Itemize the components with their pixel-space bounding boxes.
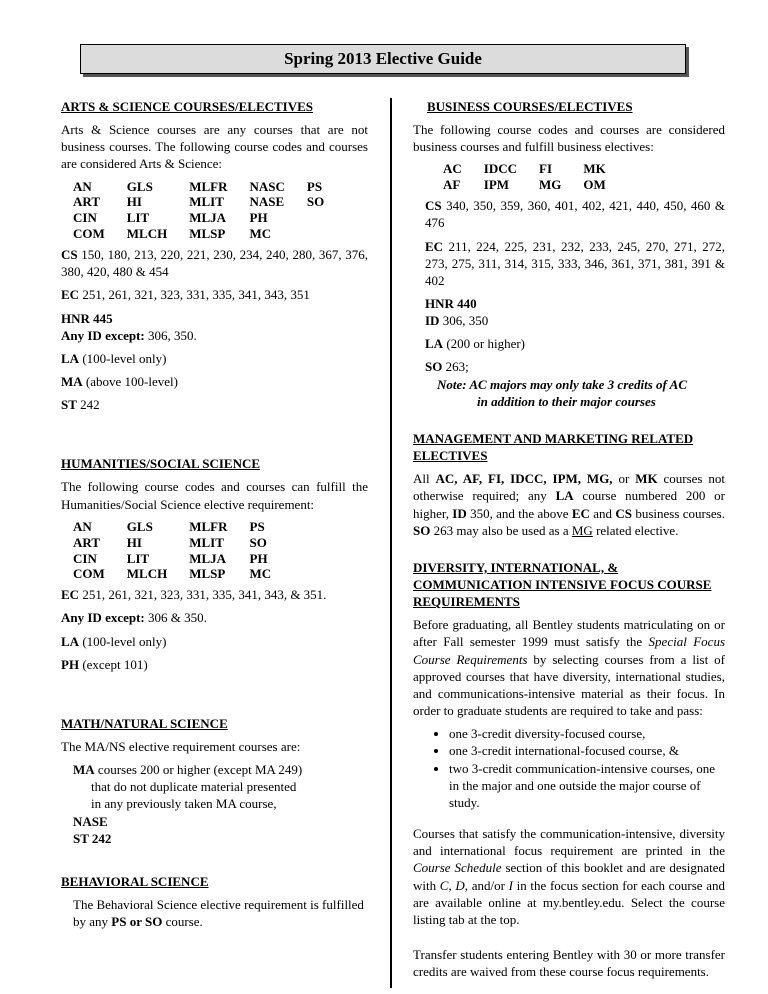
arts-id-line: Any ID except: 306, 350. bbox=[61, 327, 197, 343]
code-row bbox=[443, 177, 628, 193]
course-code: ART bbox=[73, 194, 100, 210]
arts-heading: ARTS & SCIENCE COURSES/ELECTIVES bbox=[61, 99, 314, 114]
code-row bbox=[73, 210, 346, 226]
arts-la-line: LA (100-level only) bbox=[61, 350, 167, 366]
code-row bbox=[73, 179, 346, 195]
course-code: PH bbox=[249, 210, 268, 226]
diversity-heading: DIVERSITY, INTERNATIONAL, & COMMUNICATION INTENSIVE FOCUS COURSE REQUIREMENTS bbox=[413, 559, 712, 610]
course-code: LIT bbox=[126, 550, 150, 566]
diversity-para-2: Courses that satisfy the communication-intensive, diversity and international focus requirement are printed in the Course Schedule section of this booklet and are designated with C, D, and/or I in the focus section for each course and are available online at my.bentley.edu. Select the course listing tab at the top. bbox=[413, 826, 725, 927]
course-code: GLS bbox=[126, 518, 153, 534]
course-code: MK bbox=[583, 161, 606, 177]
arts-cs-line: CS 150, 180, 213, 220, 221, 230, 234, 240, 280, 367, 376, 380, 420, 480 & 454 bbox=[61, 247, 368, 280]
arts-st-line: ST 242 bbox=[61, 397, 100, 413]
humanities-intro: The following course codes and courses can fulfill the Humanities/Social Science elective requirement: bbox=[61, 479, 368, 512]
course-code: MLSP bbox=[189, 226, 226, 242]
arts-ec-line: EC 251, 261, 321, 323, 331, 335, 341, 343, 351 bbox=[61, 287, 310, 303]
course-code: ART bbox=[73, 534, 100, 550]
behavioral-text: The Behavioral Science elective requirement is fulfilled by any PS or SO course. bbox=[73, 897, 364, 930]
course-code: MLJA bbox=[189, 210, 227, 226]
humanities-id-line: Any ID except: 306 & 350. bbox=[61, 610, 207, 626]
course-code: MG bbox=[539, 177, 562, 193]
math-ma-line: MA courses 200 or higher (except MA 249) bbox=[73, 762, 303, 778]
management-heading: MANAGEMENT AND MARKETING RELATED ELECTIVES bbox=[413, 430, 694, 464]
business-ec-line: EC 211, 224, 225, 231, 232, 233, 245, 270, 271, 272, 273, 275, 311, 314, 315, 333, 346, 361, 371, 381, 391 & 402 bbox=[425, 238, 725, 288]
course-code: MC bbox=[249, 566, 272, 582]
business-la-line: LA (200 or higher) bbox=[425, 336, 526, 352]
course-code: FI bbox=[539, 161, 553, 177]
arts-ma-line: MA (above 100-level) bbox=[61, 374, 178, 389]
course-code: PH bbox=[249, 550, 268, 566]
business-intro: The following course codes and courses are considered business courses and fulfill business electives: bbox=[413, 122, 725, 155]
course-code: AC bbox=[443, 161, 462, 177]
course-code: SO bbox=[249, 534, 267, 550]
business-hnr-line: HNR 440 bbox=[425, 295, 477, 311]
page-title: Spring 2013 Elective Guide bbox=[284, 48, 482, 68]
course-code: MLFR bbox=[189, 518, 228, 534]
left-column bbox=[61, 98, 368, 930]
course-code: HI bbox=[126, 194, 142, 210]
humanities-ph-line: PH (except 101) bbox=[61, 656, 148, 672]
course-code bbox=[307, 226, 346, 242]
behavioral-heading: BEHAVIORAL SCIENCE bbox=[61, 873, 209, 889]
diversity-para-3: Transfer students entering Bentley with 30 or more transfer credits are waived from these course focus requirements. bbox=[413, 946, 725, 980]
code-row bbox=[73, 519, 293, 535]
course-code: MLSP bbox=[189, 566, 226, 582]
course-code: MLJA bbox=[189, 550, 227, 566]
course-code: MLIT bbox=[189, 534, 224, 550]
business-codes-table bbox=[443, 161, 628, 193]
business-id-line: ID 306, 350 bbox=[425, 313, 489, 329]
business-heading: BUSINESS COURSES/ELECTIVES bbox=[427, 99, 633, 114]
course-code: MLIT bbox=[189, 194, 224, 210]
code-row bbox=[73, 535, 293, 551]
course-code: CIN bbox=[73, 550, 97, 566]
business-note-line1: Note: AC majors may only take 3 credits of AC bbox=[437, 376, 687, 392]
course-code: SO bbox=[306, 194, 325, 210]
humanities-codes-table bbox=[73, 519, 293, 582]
list-item: • one 3-credit diversity-focused course, bbox=[449, 725, 725, 742]
list-item: • one 3-credit international-focused course, & bbox=[449, 742, 725, 759]
course-code: COM bbox=[73, 226, 105, 242]
course-code: COM bbox=[73, 566, 105, 582]
arts-hnr-line: HNR 445 bbox=[61, 310, 113, 326]
course-code: HI bbox=[126, 534, 142, 550]
course-code: AF bbox=[443, 177, 461, 193]
math-heading: MATH/NATURAL SCIENCE bbox=[61, 715, 228, 731]
course-code: LIT bbox=[126, 210, 150, 226]
list-item: • two 3-credit communication-intensive courses, one in the major and one outside the major course of study. bbox=[449, 760, 725, 811]
arts-codes-table bbox=[73, 179, 346, 242]
business-note-line2: in addition to their major courses bbox=[477, 393, 656, 409]
page-title-box bbox=[80, 44, 686, 74]
diversity-requirements-list bbox=[413, 725, 725, 811]
course-code: IPM bbox=[483, 177, 510, 193]
course-code: NASE bbox=[249, 194, 285, 210]
business-cs-line: CS 340, 350, 359, 360, 401, 402, 421, 440, 450, 460 & 476 bbox=[425, 198, 725, 231]
course-code: MC bbox=[249, 226, 272, 242]
course-code: NASC bbox=[249, 178, 285, 194]
course-code: PS bbox=[306, 178, 323, 194]
course-code: MLCH bbox=[126, 226, 168, 242]
business-so-line: SO 263; bbox=[425, 359, 469, 375]
code-row bbox=[443, 161, 628, 177]
course-code bbox=[307, 210, 346, 226]
code-row bbox=[73, 226, 346, 242]
math-nase: NASE bbox=[73, 813, 108, 829]
math-ma-line3: in any previously taken MA course, bbox=[91, 796, 277, 812]
column-divider bbox=[390, 98, 392, 988]
course-code: AN bbox=[73, 518, 92, 534]
course-code: OM bbox=[583, 177, 606, 193]
course-code: GLS bbox=[126, 178, 153, 194]
humanities-ec-line: EC 251, 261, 321, 323, 331, 335, 341, 343, & 351. bbox=[61, 587, 327, 603]
humanities-la-line: LA (100-level only) bbox=[61, 633, 167, 649]
math-st: ST 242 bbox=[73, 830, 112, 846]
code-row bbox=[73, 194, 346, 210]
humanities-heading: HUMANITIES/SOCIAL SCIENCE bbox=[61, 456, 261, 472]
course-code: IDCC bbox=[483, 161, 518, 177]
management-text: All AC, AF, FI, IDCC, IPM, MG, or MK courses not otherwise required; any LA course numbered 200 or higher, ID 350, and the above EC and CS business courses. SO 263 may also be used as a MG related elective. bbox=[413, 471, 725, 538]
diversity-para-1: Before graduating, all Bentley students matriculating on or after Fall semester 1999 must satisfy the Special Focus Course Requirements by selecting courses from a list of approved courses that have diversity, international studies, and communications-intensive material as their focus. In order to graduate students are required to take and pass: bbox=[413, 617, 725, 719]
code-row bbox=[73, 551, 293, 567]
course-code: CIN bbox=[73, 210, 97, 226]
code-row bbox=[73, 566, 293, 582]
course-code: MLCH bbox=[126, 566, 168, 582]
course-code: AN bbox=[73, 178, 92, 194]
right-column bbox=[413, 98, 725, 986]
math-ma-line2: that do not duplicate material presented bbox=[91, 779, 297, 795]
course-code: MLFR bbox=[189, 178, 228, 194]
course-code: PS bbox=[249, 518, 265, 534]
math-intro: The MA/NS elective requirement courses are: bbox=[61, 739, 301, 754]
arts-intro: Arts & Science courses are any courses that are not business courses. The following course codes and courses are considered Arts & Science: bbox=[61, 122, 368, 172]
